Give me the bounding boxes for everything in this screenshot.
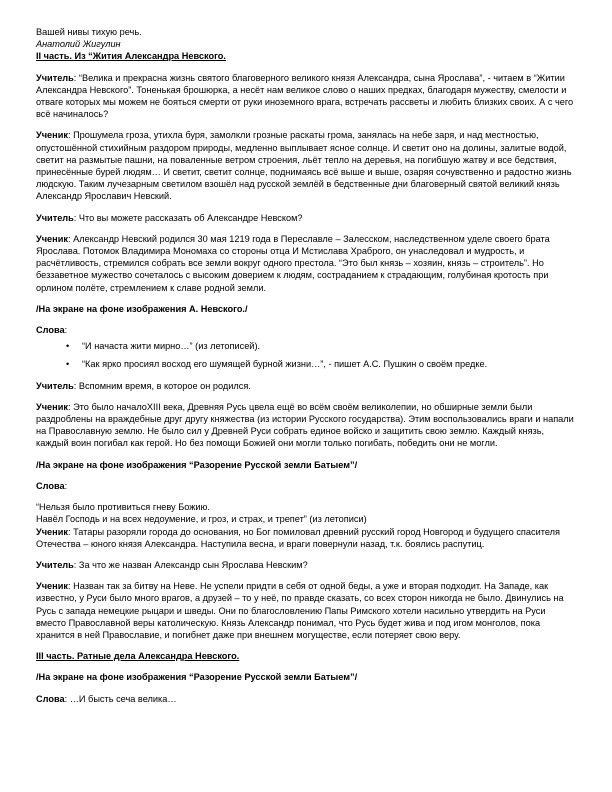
- dialogue-teacher-4: [36, 559, 576, 571]
- dialogue-teacher-2: [36, 212, 576, 224]
- words-colon: :: [64, 325, 68, 336]
- speaker-label: Учитель: [36, 72, 74, 83]
- dialogue-text: : Прошумела гроза, утихла буря, замолкли грозные раскаты грома, занялась на небе заря, и над местностью, опустошённой стихийным раздором природы, медленно выплывает ясное солнце. И светит оно на долины, залитые водой, светит на размытые пашни, на поваленные ветром строения, льёт тепло на деревья, на погибшую жатву и все бедствия, принесённые бурей людям… И светит, светит солнце, поднимаясь всё выше и выше, озаряя сочувственно и радостно жизнь людскую. Таким лучезарным светилом взошёл над русской землёй в бедственные дни благоверный святой великий князь Александр Ярославич Невский.: [36, 130, 572, 202]
- words-colon: :: [64, 480, 68, 491]
- list-item: • “Как ярко просиял восход его шумящей бурной жизни…”, - пишет А.С. Пушкин о своём предке.: [82, 358, 576, 370]
- words-label: Слова: [36, 325, 65, 336]
- dialogue-student-3: [36, 401, 576, 450]
- words-heading-3: [36, 693, 576, 705]
- words-label: Слова: [36, 480, 65, 491]
- speaker-label: Ученик: [36, 130, 68, 141]
- dialogue-text: : Это было началоXIII века, Древняя Русь цвела ещё во всём своём великолепии, но обширные земли были раздроблены на враждебные друг другу княжества (из истории Русского государства). Этим воспользовались враги и напали на Православную землю. Не было сил у Древней Руси собрать единое войско и защитить свою землю. Каждый князь, каждый воин погибал как герой. Но без помощи Божией они могли только погибать, победить они не могли.: [36, 401, 574, 449]
- dialogue-student-5: [36, 580, 576, 641]
- dialogue-teacher-1: [36, 72, 576, 121]
- dialogue-text: : За что же назван Александр сын Ярослава Невским?: [73, 559, 308, 570]
- poem-author: Анатолий Жигулин: [36, 39, 121, 50]
- dialogue-student-2: [36, 233, 576, 294]
- dialogue-student-1: [36, 129, 576, 202]
- dialogue-teacher-3: [36, 380, 576, 392]
- speaker-label: Учитель: [36, 380, 74, 391]
- stage-direction-3: /На экране на фоне изображения “Разорение Русской земли Батыем”/: [36, 672, 358, 683]
- speaker-label: Ученик: [36, 526, 68, 537]
- words-text: : …И бысть сеча велика…: [64, 693, 177, 704]
- dialogue-text: : Татары разоряли города до основания, но Бог помиловал древний русский город Новгород и будущего спасителя Отечества – юного князя Александра. Наступила весна, и враги повернули назад, т.к. боялись распутиц.: [36, 526, 560, 549]
- section-3-title: III часть. Ратные дела Александра Невского.: [36, 651, 240, 662]
- words-label: Слова: [36, 693, 65, 704]
- speaker-label: Ученик: [36, 401, 68, 412]
- speaker-label: Ученик: [36, 233, 68, 244]
- dialogue-text: : Назван так за битву на Неве. Не успели придти в себя от одной беды, а уже и вторая подходит. На Западе, как известно, у Руси было много врагов, а друзей – то у неё, по правде сказать, со всех сторон никогда не было. Двинулись на Русь с запада немецкие рыцари и шведы. Они по благословлению Папы Римского хотели насильно утвердить на Руси вместо Православной веры католическую. Князь Александр понимал, что Русь будет жива и под игом монголов, пока хранится в ней Православие, и погибнет даже при внешнем могуществе, если потеряет свою веру.: [36, 581, 564, 640]
- dialogue-text: : “Велика и прекрасна жизнь святого благоверного великого князя Александра, сына Ярослава”, - читаем в “Житии Александра Невского”. Тоненькая брошюрка, а несёт нам великое слово о наших предках, благодаря мужеству, смелости и отваге которых мы можем не бояться смерти от руки иноземного врага, встречать рассветы и любить близких своих. А с чего всё начиналось?: [36, 72, 574, 120]
- dialogue-student-4: [36, 526, 576, 550]
- stage-direction-2: /На экране на фоне изображения “Разорение Русской земли Батыем”/: [36, 459, 358, 470]
- dialogue-text: : Вспомним время, в которое он родился.: [73, 380, 251, 391]
- words-heading-2: [36, 480, 576, 492]
- stage-direction-1: /На экране на фоне изображения А. Невского./: [36, 303, 248, 314]
- speaker-label: Ученик: [36, 581, 68, 592]
- chronicle-quote-line-2: Навёл Господь и на всех недоумение, и гроз, и страх, и трепет” (из летописи): [36, 514, 367, 525]
- words-heading-1: [36, 324, 576, 336]
- quote-list: [36, 340, 576, 370]
- dialogue-text: : Александр Невский родился 30 мая 1219 года в Переславле – Залесском, наследственном уделе своего брата Ярослава. Потомок Владимира Мономаха со стороны отца И Мстислава Храброго, он унаследовал и мудрость, и расчётливость, стремился собрать все земли вокруг одного престола. “Это был князь – хозяин, князь – строитель”. Но беззаветное мужество сочеталось с высоким доверием к людям, состраданием к страдающим, голубиная кротость при орлином полёте, стремлением к славе родной земли.: [36, 233, 550, 293]
- poem-line: Вашей нивы тихую речь.: [36, 27, 142, 37]
- list-item: • “И начаста жити мирно…” (из летописей).: [82, 340, 576, 352]
- dialogue-text: : Что вы можете рассказать об Александре Невском?: [73, 212, 303, 223]
- speaker-label: Учитель: [36, 559, 74, 570]
- speaker-label: Учитель: [36, 212, 74, 223]
- chronicle-quote-line-1: “Нельзя было противиться гневу Божию.: [36, 502, 210, 513]
- section-2-title: II часть. Из “Жития Александра Невского.: [36, 51, 226, 62]
